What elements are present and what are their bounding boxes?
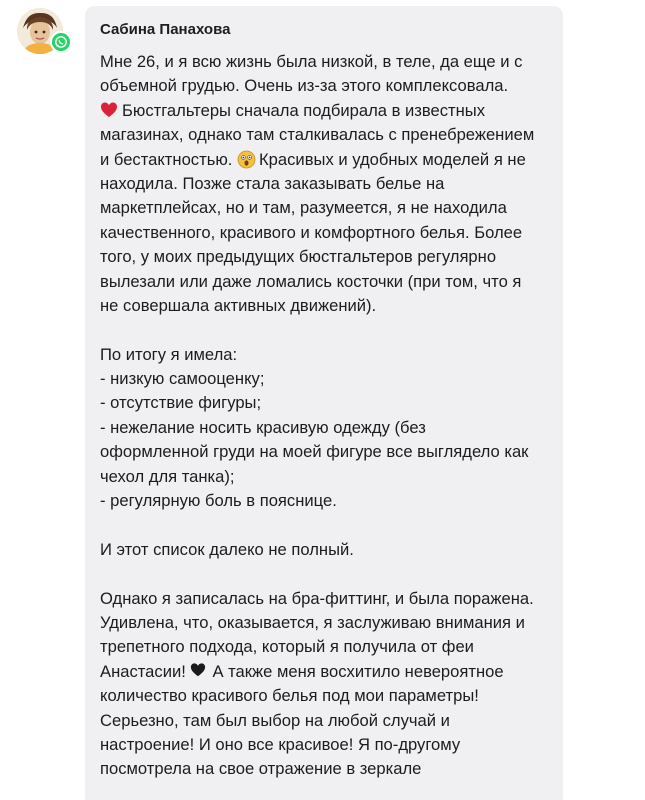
message-bubble bbox=[85, 6, 563, 800]
whatsapp-icon bbox=[50, 31, 72, 53]
message-line: маркетплейсах, но и там, разумеется, я не находила bbox=[100, 198, 507, 218]
message-line: Мне 26, и я всю жизнь была низкой, в теле, да еще и с bbox=[100, 52, 523, 71]
message-line: оформленной груди на моей фигуре все выглядело как bbox=[100, 442, 529, 462]
message-line: чехол для танка); bbox=[100, 466, 235, 486]
message-line bbox=[100, 99, 549, 123]
red-heart-emoji bbox=[100, 101, 118, 119]
message-line: объемной грудью. Очень из-за этого комплексовала. bbox=[100, 76, 509, 96]
message-line: - низкую самооценку; bbox=[100, 369, 265, 389]
message-line-part: А также меня восхитило невероятное bbox=[212, 661, 504, 681]
message-line: количество красивого белья под мои параметры! bbox=[100, 686, 479, 706]
paragraph-gap bbox=[100, 318, 549, 342]
message-line: вылезали или даже ломались косточки (при том, что я bbox=[100, 271, 522, 291]
message-line-part: Анастасии! bbox=[100, 661, 191, 681]
author-name[interactable]: Сабина Панахова bbox=[100, 21, 231, 38]
paragraph-gap bbox=[100, 513, 549, 537]
message-line: Однако я записалась на бра-фиттинг, и была поражена. bbox=[100, 588, 534, 608]
shocked-face-emoji bbox=[237, 150, 255, 168]
message-line-part: Бюстгальтеры сначала подбирала в известных bbox=[122, 100, 486, 120]
message-line: находила. Позже стала заказывать белье на bbox=[100, 173, 445, 193]
message-line: И этот список далеко не полный. bbox=[100, 539, 354, 559]
message-line: - отсутствие фигуры; bbox=[100, 393, 262, 413]
message-line-part: и бестактностью. bbox=[100, 149, 238, 169]
paragraph-gap bbox=[100, 562, 549, 586]
message-line: того, у моих предыдущих бюстгальтеров регулярно bbox=[100, 247, 497, 267]
black-heart-emoji bbox=[190, 662, 208, 680]
message-line bbox=[100, 148, 549, 172]
message-line: магазинах, однако там сталкивалась с пренебрежением bbox=[100, 125, 535, 145]
message-line: посмотрела на свое отражение в зеркале bbox=[100, 759, 422, 779]
message-line: трепетного подхода, который я получила от феи bbox=[100, 637, 474, 657]
message-line: Удивлена, что, оказывается, я заслуживаю внимания и bbox=[100, 612, 525, 632]
message-line: не совершала активных движений). bbox=[100, 295, 377, 315]
message-line: качественного, красивого и комфортного белья. Более bbox=[100, 222, 523, 242]
message-line bbox=[100, 660, 549, 684]
message-line: - нежелание носить красивую одежду (без bbox=[100, 417, 426, 437]
message-line: - регулярную боль в пояснице. bbox=[100, 491, 337, 511]
message-line: По итогу я имела: bbox=[100, 344, 238, 364]
message-line: настроение! И оно все красивое! Я по-другому bbox=[100, 734, 461, 754]
message-line-part: Красивых и удобных моделей я не bbox=[259, 149, 526, 169]
message-text bbox=[100, 50, 549, 782]
message-line: Серьезно, там был выбор на любой случай и bbox=[100, 710, 450, 730]
